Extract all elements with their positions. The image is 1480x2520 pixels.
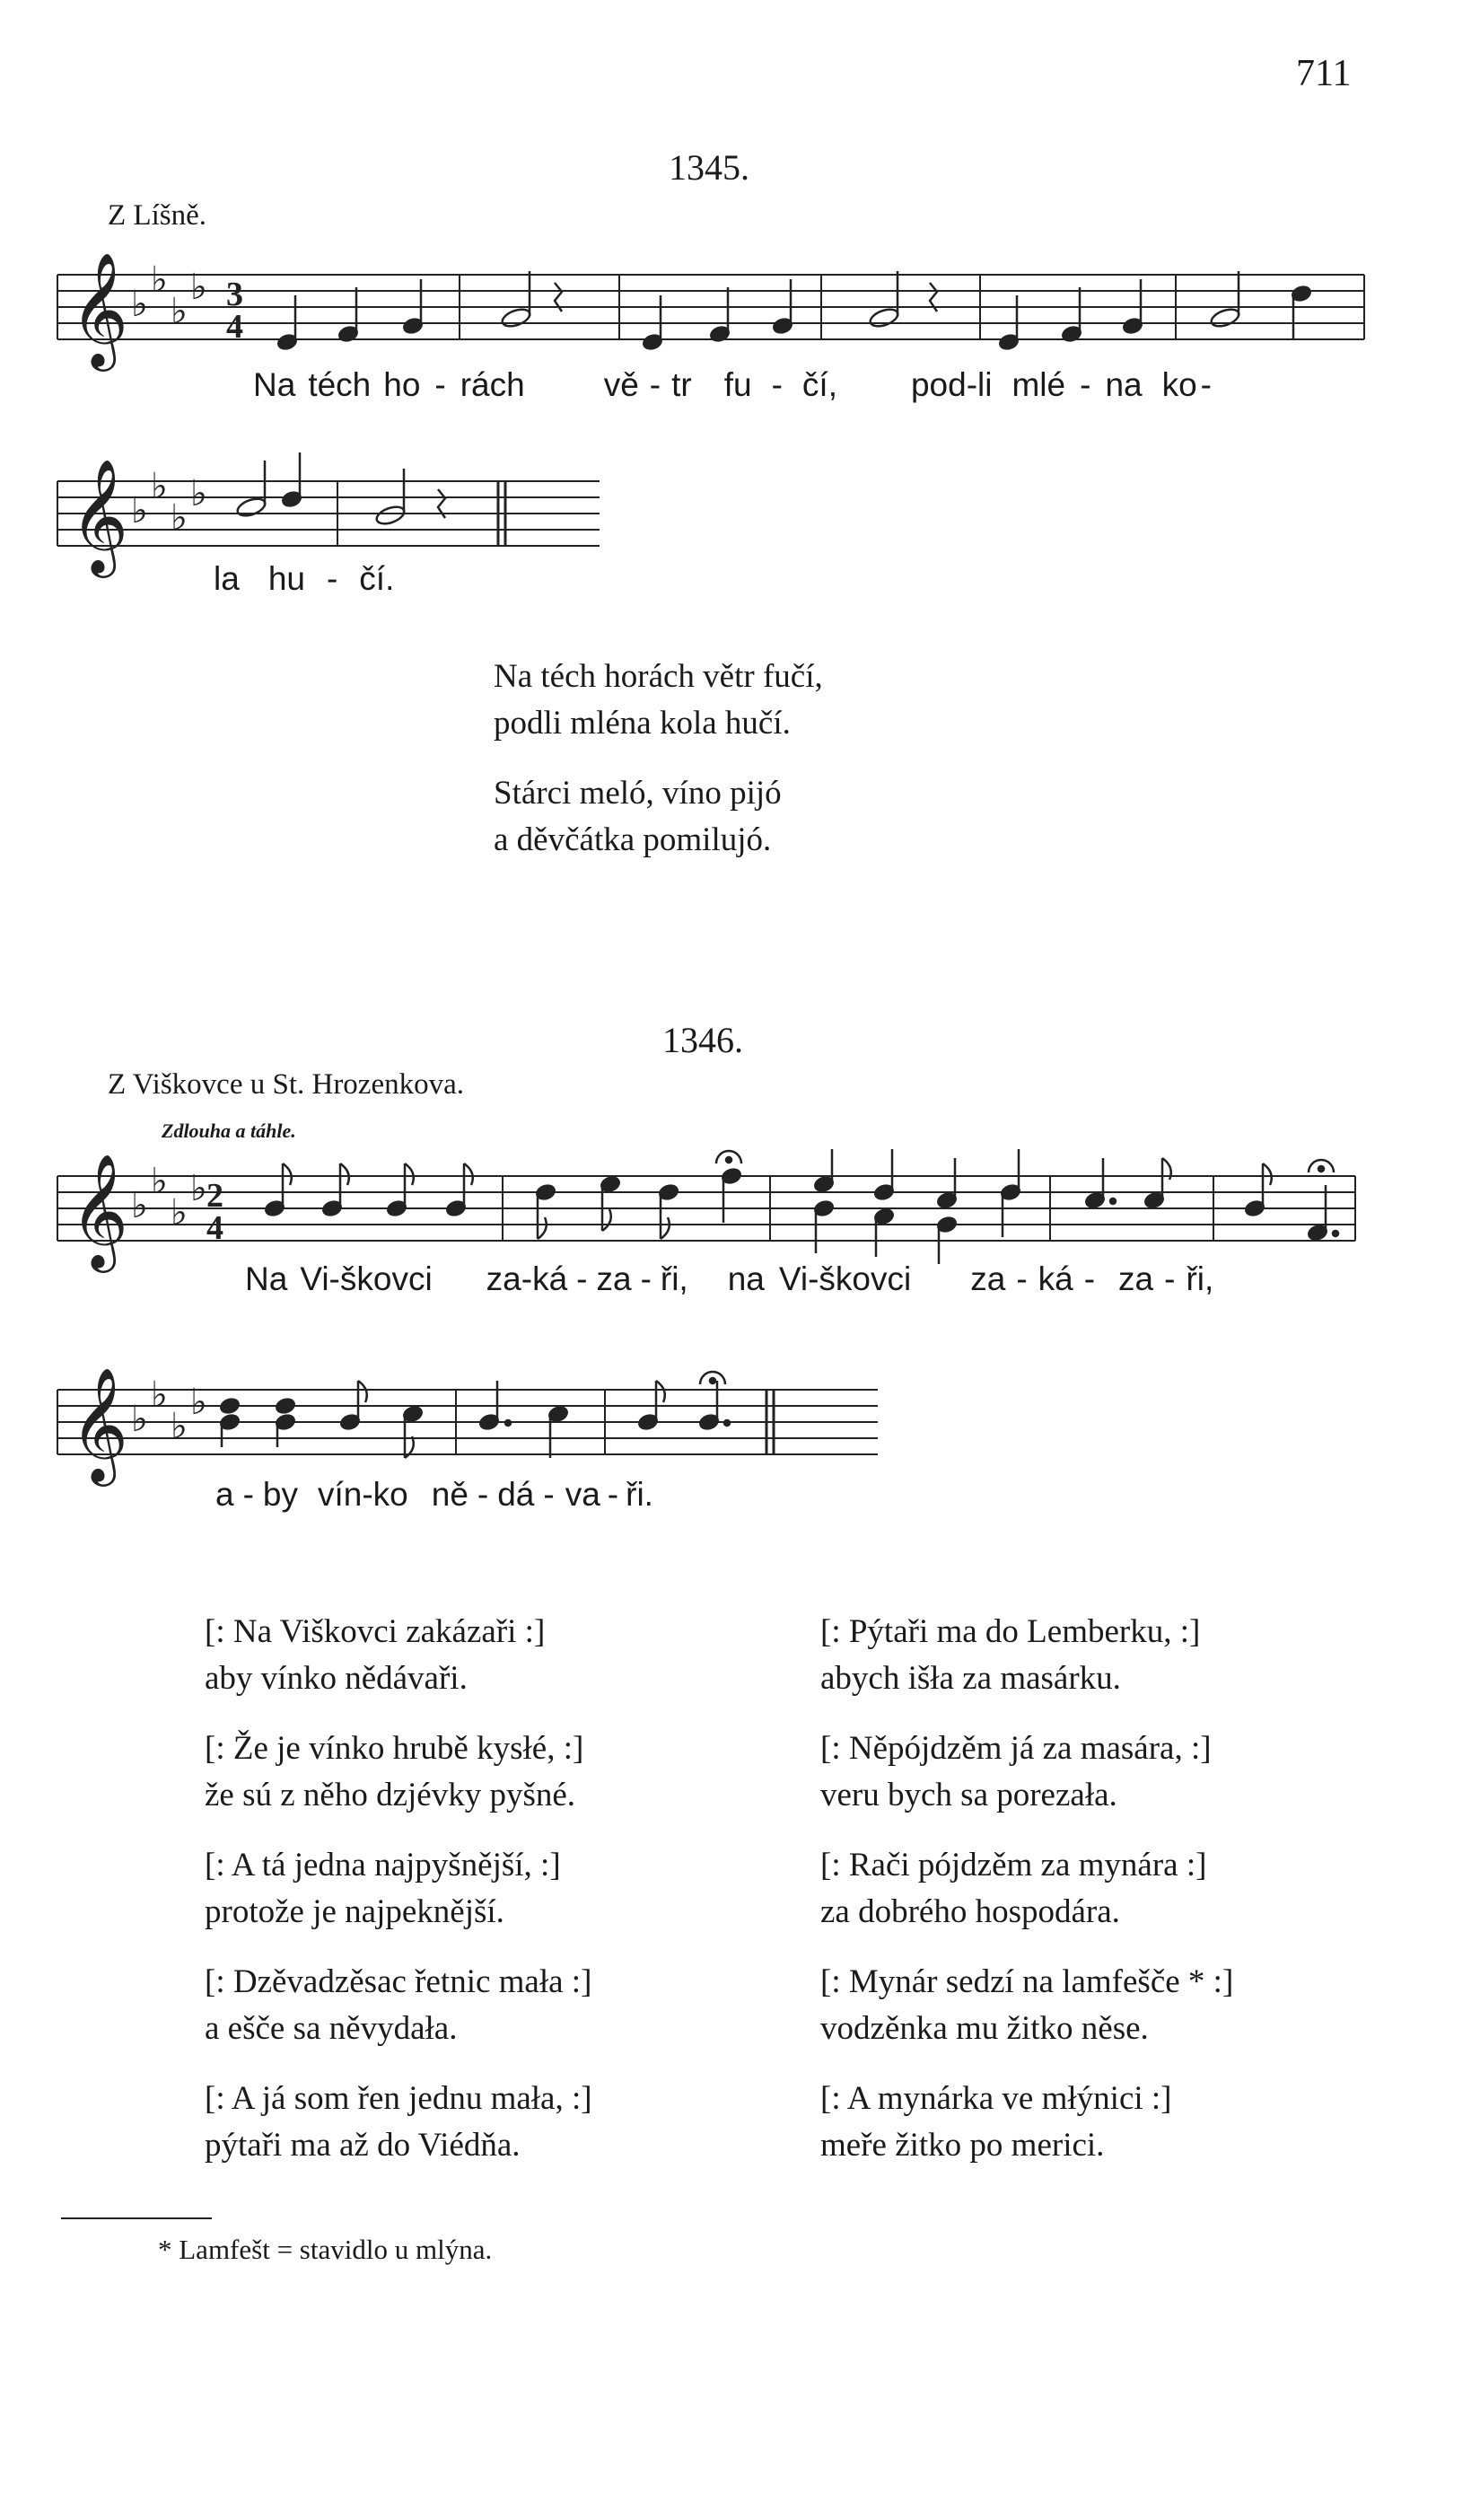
stanza-1346-right-2: [: Něpójdzěm já za masára, :] veru bych sa porezała. [820,1730,1212,1813]
stanza-1346-left-5: [: A já som řen jednu mała, :] pýtaři ma až do Viédňa. [205,2080,592,2164]
stanza-1346-left-3: [: A tá jedna najpyšnější, :] protože je najpeknější. [205,1847,561,1930]
svg-text:♭: ♭ [151,1374,168,1416]
svg-text:♭: ♭ [190,1168,207,1209]
svg-text:♭: ♭ [151,259,168,301]
song-origin-1345: Z Líšně. [108,199,206,232]
stanza-1346-left-2: [: Že je vínko hrubě kysłé, :] že sú z něho dzjévky pyšné. [205,1730,584,1813]
svg-text:3: 3 [226,276,243,313]
song-number-1346: 1346. [662,1020,743,1060]
svg-text:♭: ♭ [131,284,148,325]
note-heads-1346-line2 [219,1372,730,1458]
svg-text:2: 2 [206,1177,223,1215]
svg-text:♭: ♭ [171,291,188,332]
stanza-1345-1: Na téch horách větr fučí, podli mléna kola hučí. [494,658,823,742]
svg-text:♭: ♭ [190,1382,207,1423]
lyrics-1346-line1: Na Vi-škovci za-ká - za - ři, na Vi-škovci za - ká - za - ři, [245,1260,1214,1297]
stanza-1346-right-3: [: Rači pójdzěm za mynára :] za dobrého hospodára. [820,1847,1207,1930]
svg-text:♭: ♭ [131,490,148,531]
song-number-1345: 1345. [669,147,749,188]
tempo-marking: Zdlouha a táhle. [162,1120,296,1142]
svg-text:♭: ♭ [171,1406,188,1447]
svg-text:𝄞: 𝄞 [70,1366,129,1481]
key-signature-flats-icon [131,1374,207,1447]
stanza-1346-right-1: [: Pýtaři ma do Lemberku, :] abych išła za masárku. [820,1613,1201,1697]
svg-text:𝄞: 𝄞 [70,1153,129,1268]
svg-text:𝄞: 𝄞 [70,251,129,366]
stanza-1346-left-1: [: Na Viškovci zakázaři :] aby vínko nědávaři. [205,1613,546,1697]
svg-text:♭: ♭ [151,466,168,507]
lyrics-1345-line2: la hu - čí. [214,560,395,597]
svg-text:4: 4 [226,308,243,346]
stanza-1346-left-4: [: Dzěvadzěsac řetnic mała :] a ešče sa něvydała. [205,1963,592,2047]
page-number: 711 [1296,53,1352,94]
svg-text:𝄞: 𝄞 [70,458,129,573]
lyrics-1345-line1: Na téch ho - rách vě - tr fu - čí, pod-li mlé - na ko - [253,366,1212,403]
svg-text:♭: ♭ [171,497,188,539]
svg-text:♭: ♭ [171,1192,188,1234]
footnote: * Lamfešt = stavidlo u mlýna. [158,2234,493,2265]
svg-text:♭: ♭ [190,267,207,308]
svg-text:4: 4 [206,1209,223,1247]
svg-text:♭: ♭ [131,1399,148,1440]
svg-text:♭: ♭ [131,1185,148,1226]
song-origin-1346: Z Viškovce u St. Hrozenkova. [108,1068,464,1101]
svg-text:♭: ♭ [190,473,207,514]
treble-clef-icon [70,1366,128,1487]
stanza-1346-right-4: [: Mynár sedzí na lamfešče * :] vodzěnka mu žitko něse. [820,1963,1234,2047]
footnote-rule [61,2217,212,2219]
stanza-1346-right-5: [: A mynárka ve młýnici :] meře žitko po merici. [820,2080,1172,2164]
stanza-1345-2: Stárci meló, víno pijó a děvčátka pomilujó. [494,775,782,858]
lyrics-1346-line2: a - by vín-ko ně - dá - va - ři. [215,1476,653,1513]
svg-text:♭: ♭ [151,1161,168,1202]
